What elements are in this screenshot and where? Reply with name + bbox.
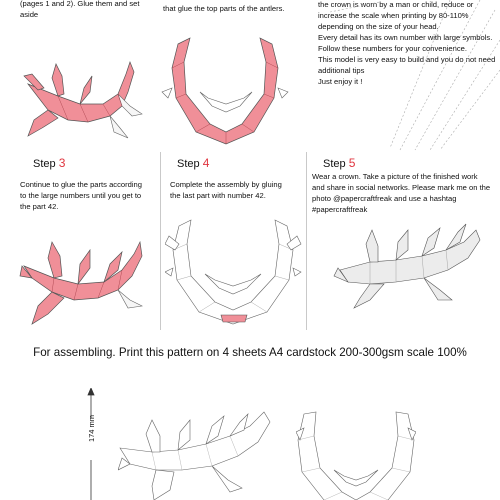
step3-label: Step [33,158,56,170]
step4-highlight-part [221,315,247,322]
step4-crown-illustration [165,216,303,328]
step4-text-line: Complete the assembly by gluing [170,180,282,189]
height-ruler [84,388,98,500]
step5-finished-crown-illustration [330,220,490,310]
step1-text-line: aside [20,10,39,19]
height-label: 174 mm [87,414,97,443]
step5-text-line: photo @papercraftfreak and use a hashtag [312,194,457,203]
step1-antler-illustration [18,44,148,149]
info-text-line: Follow these numbers for your convenience. [318,44,467,53]
info-text-line: Just enjoy it ! [318,77,363,86]
column-divider [306,152,307,330]
step5-text-line: and share in social networks. Please mark me on the [312,183,491,192]
step3-text-line: to the large numbers until you get to [20,191,142,200]
step2-crown-illustration [160,32,290,150]
pattern-front-view-illustration [296,410,416,500]
step1-text-line: (pages 1 and 2). Glue them and set [20,0,140,8]
step5-text-line: #papercraftfreak [312,205,368,214]
column-divider [160,152,161,330]
dashed-guide-lines [330,0,500,160]
step3-title [33,157,65,170]
step3-text-line: the part 42. [20,202,59,211]
step5-label: Step [323,158,346,170]
step4-title [177,157,209,170]
step5-text-line: Wear a crown. Take a picture of the finished work [312,172,478,181]
info-text-line: increase the scale when printing by 80-110% [318,11,469,20]
step3-text-line: Continue to glue the parts according [20,180,143,189]
pattern-side-view-illustration [118,408,278,500]
info-text-line: Every detail has its own number with large symbols. [318,33,493,42]
print-instructions-banner: For assembling. Print this pattern on 4 sheets A4 cardstock 200-300gsm scale 100% [33,346,467,359]
step5-title [323,157,355,170]
info-text-line: additional tips [318,66,365,75]
info-text-line: depending on the size of your head. [318,22,439,31]
step3-number: 3 [58,156,66,170]
step2-text-line: that glue the top parts of the antlers. [163,4,285,13]
info-text-line: the crown is worn by a man or child, reduce or [318,0,474,9]
info-text-line: This model is very easy to build and you do not need [318,55,496,64]
step3-antler-illustration [18,226,153,331]
step4-label: Step [177,158,200,170]
step5-number: 5 [348,156,356,170]
step4-text-line: the last part with number 42. [170,191,266,200]
step4-number: 4 [202,156,210,170]
